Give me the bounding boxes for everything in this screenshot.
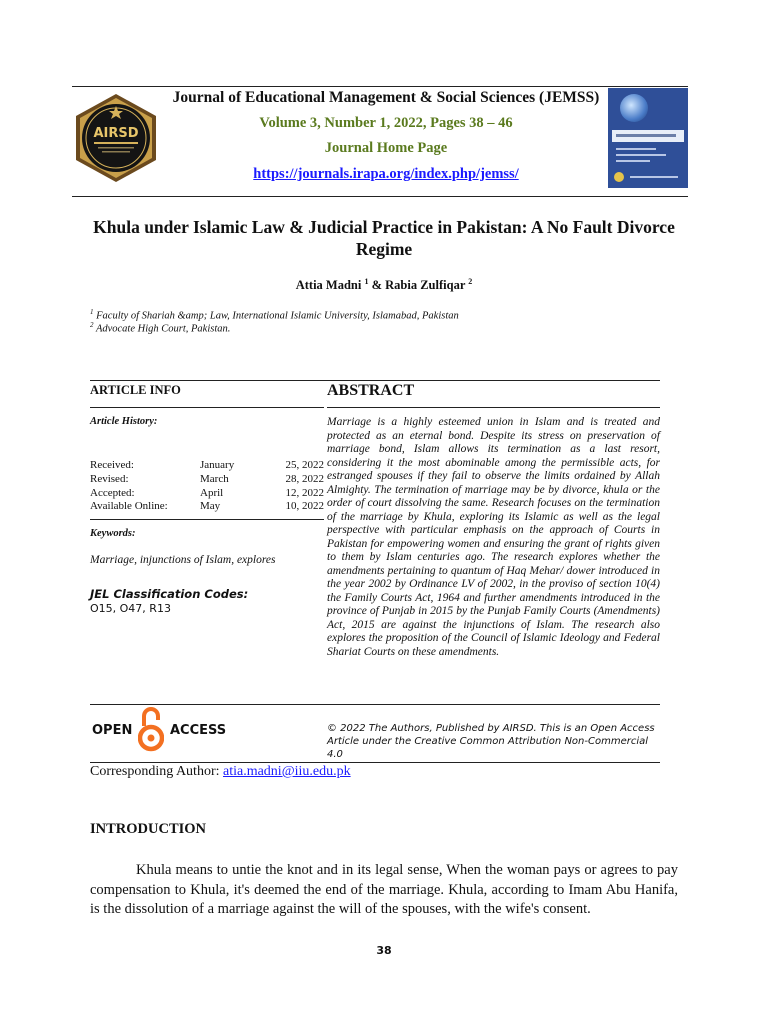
author-separator: & <box>368 278 386 293</box>
open-access-logo <box>92 706 242 752</box>
history-day: 10, 2022 <box>285 500 324 512</box>
abstract-rule <box>327 407 660 408</box>
history-label: Accepted: <box>90 487 135 499</box>
article-info-heading: ARTICLE INFO <box>90 383 181 397</box>
abstract-text: Marriage is a highly esteemed union in Islam and is treated and protected as an eternal bond. Despite its stress on preservation of marriage bond, Islam allows its termination as a last resort, considering it the most abominable among the permissible acts, for estranged spouses if they fail to observe the limits ordained by Allah Almighty. The termination of marriage may be by divorce, khula or the order of court dissolving the same. Research focuses on the termination of the marriage by Khula, exploring its Islamic as well as the legal perspective with particular emphasis on the approach of Courts in Pakistan for empowering women and ensuring the grant of rights given to them by Islam centuries ago. The research explores whether the amendments pertaining to quantum of Haq Mehar/ dower introduced in the year 2002 by Ordinance LV of 2002, in the proviso of section 10(4) the Family Courts Act, 1964 and further amendments introduced in the province of Punjab in 2015 by the Punjab Family Courts (Amendments) Act, 2015 are against the injunctions of Islam. The research also explores the proposition of the Council of Islamic Ideology and Federal Shariat Courts on these amendments. <box>327 416 660 658</box>
journal-url-link[interactable]: https://journals.irapa.org/index.php/jemss/ <box>253 166 519 182</box>
info-rule <box>90 407 324 408</box>
journal-home-label: Journal Home Page <box>324 140 448 156</box>
footer-rule <box>90 762 660 763</box>
corresponding-author <box>90 764 351 780</box>
open-access-word-access: ACCESS <box>170 723 227 738</box>
journal-volume: Volume 3, Number 1, 2022, Pages 38 – 46 <box>259 115 513 131</box>
history-month: January <box>200 459 235 471</box>
history-label: Revised: <box>90 473 129 485</box>
affiliation-mark: 1 <box>90 308 94 316</box>
corresponding-author-label: Corresponding Author: <box>90 764 223 779</box>
logo-text: AIRSD <box>93 126 139 141</box>
keywords-heading: Keywords: <box>90 528 136 539</box>
open-access-word-open: OPEN <box>92 723 133 738</box>
introduction-heading: INTRODUCTION <box>90 821 207 837</box>
author-list <box>80 277 688 293</box>
copyright-notice: © 2022 The Authors, Published by AIRSD. This is an Open Access Article under the Creative Common Attribution Non-Commercial 4.0 <box>327 723 655 760</box>
history-month: April <box>200 487 224 499</box>
jel-heading: JEL Classification Codes: <box>90 587 249 601</box>
affiliation-text: Faculty of Shariah &amp; Law, International Islamic University, Islamabad, Pakistan <box>96 310 459 322</box>
page-number: 38 <box>376 944 392 957</box>
abstract-bottom-rule <box>90 704 660 705</box>
history-month: March <box>200 473 229 485</box>
journal-title: Journal of Educational Management & Social Sciences (JEMSS) <box>172 89 600 106</box>
corresponding-author-email-link[interactable]: atia.madni@iiu.edu.pk <box>223 764 351 779</box>
history-label: Received: <box>90 459 134 471</box>
history-day: 25, 2022 <box>285 459 324 471</box>
history-label: Available Online: <box>90 500 168 512</box>
jel-codes: O15, O47, R13 <box>90 602 171 615</box>
abstract-heading: ABSTRACT <box>327 382 415 399</box>
header-bottom-rule <box>72 196 688 197</box>
affiliation-1 <box>90 308 459 322</box>
keywords-list: Marriage, injunctions of Islam, explores <box>90 554 276 566</box>
author-name: Attia Madni <box>295 278 362 293</box>
article-history-heading: Article History: <box>90 416 158 427</box>
introduction-paragraph: Khula means to untie the knot and in its legal sense, When the woman pays or agrees to pay compensation to Khula, it's deemed the end of the marriage. Khula, according to Imam Abu Hanifa, is the dissolution of a marriage against the will of the spouses, with the wife's consent. <box>90 862 678 917</box>
affiliation-mark: 2 <box>90 321 94 329</box>
info-top-rule <box>90 380 660 381</box>
affiliation-2 <box>90 321 230 335</box>
author-affiliation-mark: 1 <box>364 277 369 286</box>
paper-title: Khula under Islamic Law & Judicial Practice in Pakistan: A No Fault Divorce Regime <box>93 217 675 259</box>
author-affiliation-mark: 2 <box>468 277 473 286</box>
keywords-rule <box>90 519 324 520</box>
history-day: 12, 2022 <box>285 487 324 499</box>
history-month: May <box>200 500 221 512</box>
affiliation-text: Advocate High Court, Pakistan. <box>95 323 231 335</box>
open-access-lock-icon <box>138 706 164 752</box>
history-day: 28, 2022 <box>285 473 324 485</box>
author-name: Rabia Zulfiqar <box>385 278 466 293</box>
header-top-rule <box>72 86 688 87</box>
